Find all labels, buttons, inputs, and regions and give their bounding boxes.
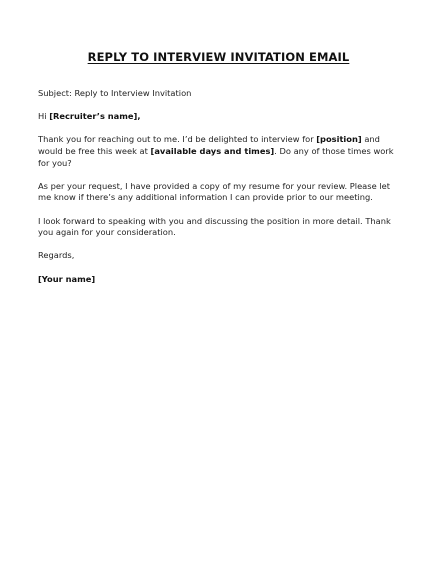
greeting-line [38,111,400,123]
paragraph1-part2: and would be free this week at [38,134,380,156]
closing-line: Regards, [38,250,75,261]
document-title: REPLY TO INTERVIEW INVITATION EMAIL [87,50,350,64]
greeting-prefix: Hi [38,111,50,122]
paragraph1-part1: Thank you for reaching out to me. I’d be delighted to interview for [38,134,317,145]
subject-line: Subject: Reply to Interview Invitation [38,88,192,98]
paragraph-resume: As per your request, I have provided a copy of my resume for your review. Please let me know if there’s any additional information I can provide prior to our meeting. [38,180,390,203]
paragraph-thank-you [38,134,400,169]
recruiter-name-placeholder: [Recruiter’s name] [49,111,138,122]
signature-placeholder: [Your name] [38,273,96,284]
availability-placeholder: [available days and times] [150,145,275,156]
greeting-comma: , [137,111,141,122]
paragraph-look-forward: I look forward to speaking with you and discussing the position in more detail. Thank you again for your consideration. [38,215,391,238]
email-body [38,88,400,297]
position-placeholder: [position] [316,134,362,145]
paragraph1-part3: . Do any of those times work for you? [38,145,394,168]
